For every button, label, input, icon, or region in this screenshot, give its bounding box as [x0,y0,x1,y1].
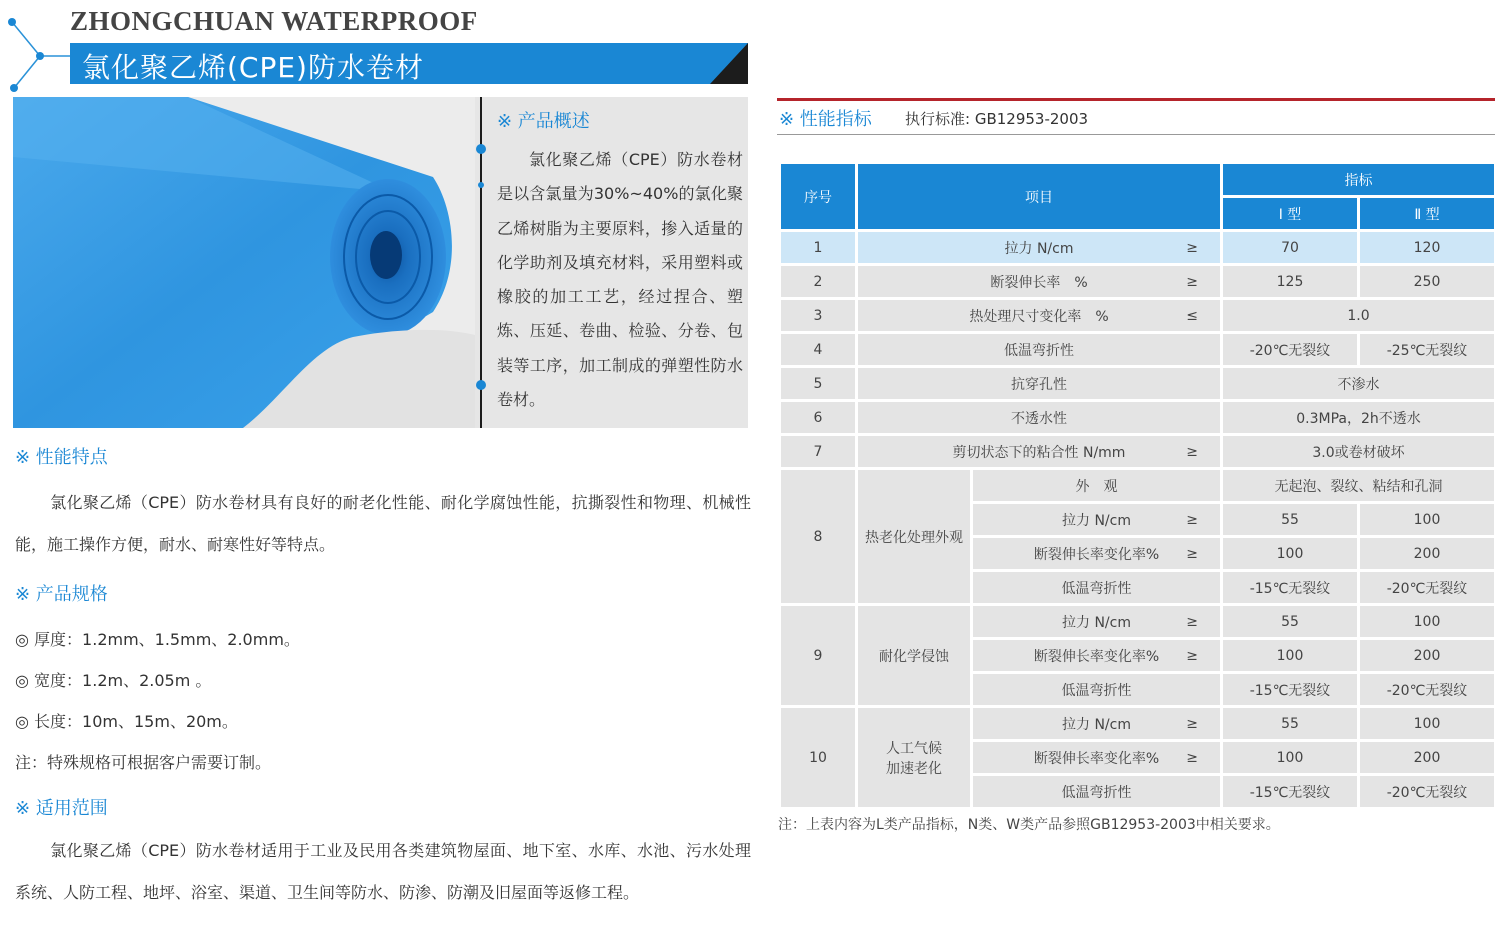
row-value-type1: 55 [1223,504,1357,535]
connector-decoration [0,0,75,100]
row-symbol: ≥ [1186,749,1198,766]
row-value-type2: 120 [1360,232,1494,263]
group-name-line-2: 加速老化 [886,760,942,777]
header-item: 项目 [858,164,1220,229]
row-value-type1: 70 [1223,232,1357,263]
title-banner [70,43,748,84]
table-row [781,232,1494,263]
row-value-type1: -15℃无裂纹 [1223,572,1357,603]
row-item-label: 断裂伸长率变化率% [1033,648,1160,665]
row-symbol: ≥ [1186,715,1198,732]
group-name [858,708,970,807]
specs-heading: ※ 产品规格 [15,584,108,605]
features-heading: ※ 性能特点 [15,447,108,468]
row-item [973,606,1220,637]
group-no: 9 [781,606,855,705]
row-no: 7 [781,436,855,467]
product-image [13,97,475,428]
timeline-dot [478,182,484,188]
row-item-label: 拉力 N/cm [1004,240,1074,257]
group-name: 耐化学侵蚀 [858,606,970,705]
row-no: 6 [781,402,855,433]
row-item [858,402,1220,433]
timeline-dot [476,144,486,154]
scope-heading: ※ 适用范围 [15,798,108,819]
group-name: 热老化处理外观 [858,470,970,603]
row-item-label: 低温弯折性 [1061,580,1132,597]
row-symbol: ≥ [1186,511,1198,528]
row-value-type1: 125 [1223,266,1357,297]
performance-heading: ※ 性能指标 [779,109,872,130]
table-note: 注：上表内容为L类产品指标，N类、W类产品参照GB12953-2003中相关要求。 [778,817,1280,833]
row-item-label: 断裂伸长率变化率% [1033,750,1160,767]
table-row [781,470,1494,501]
performance-standard: 执行标准: GB12953-2003 [905,110,1089,128]
row-value-type2: 200 [1360,538,1494,569]
row-no: 3 [781,300,855,331]
row-no: 1 [781,232,855,263]
row-item [858,232,1220,263]
row-item [858,266,1220,297]
row-value-type1: 55 [1223,606,1357,637]
row-value-type1: -20℃无裂纹 [1223,334,1357,365]
spec-width: ◎ 宽度：1.2m、2.05m 。 [15,671,212,690]
row-symbol: ≤ [1186,307,1198,324]
row-item-label: 拉力 N/cm [1062,716,1131,733]
spec-length: ◎ 长度：10m、15m、20m。 [15,712,238,731]
specs-note: 注：特殊规格可根据客户需要订制。 [15,753,272,772]
row-item [858,334,1220,365]
table-row [781,606,1494,637]
row-value-type2: 100 [1360,504,1494,535]
timeline-dot [476,380,486,390]
header-index: 指标 [1223,164,1494,195]
row-symbol: ≥ [1186,545,1198,562]
page-title: 氯化聚乙烯(CPE)防水卷材 [82,51,424,84]
row-value-type2: 250 [1360,266,1494,297]
table-row [781,334,1494,365]
scope-text: 氯化聚乙烯（CPE）防水卷材适用于工业及民用各类建筑物屋面、地下室、水库、水池、污水处理系统、人防工程、地坪、浴室、渠道、卫生间等防水、防渗、防潮及旧屋面等返修工程。 [15,841,751,902]
row-item [973,538,1220,569]
row-symbol: ≥ [1186,239,1198,256]
section-divider [777,134,1495,135]
table-header-row [781,164,1494,195]
row-item [973,776,1220,807]
table-row [781,402,1494,433]
row-value-type2: 100 [1360,606,1494,637]
row-value-type2: -20℃无裂纹 [1360,674,1494,705]
row-item [973,674,1220,705]
brand-name: ZHONGCHUAN WATERPROOF [70,6,478,36]
row-value-type1: 100 [1223,538,1357,569]
table-row [781,368,1494,399]
row-item-label: 热处理尺寸变化率 % [969,308,1109,325]
row-value-type1: -15℃无裂纹 [1223,674,1357,705]
row-value-type2: 200 [1360,742,1494,773]
row-item-label: 断裂伸长率变化率% [1033,546,1160,563]
row-item [973,504,1220,535]
row-value-type2: -20℃无裂纹 [1360,776,1494,807]
row-item [973,640,1220,671]
row-item-label: 断裂伸长率 % [990,274,1088,291]
row-value-merged: 不渗水 [1223,368,1494,399]
row-value-merged: 1.0 [1223,300,1494,331]
row-no: 4 [781,334,855,365]
row-item [973,708,1220,739]
row-no: 2 [781,266,855,297]
group-name-line-1: 人工气候 [886,740,942,757]
row-symbol: ≥ [1186,647,1198,664]
row-item-label: 低温弯折性 [1061,682,1132,699]
row-symbol: ≥ [1186,443,1198,460]
table-row [781,300,1494,331]
section-rule [777,98,1495,101]
group-no: 10 [781,708,855,807]
row-value-type2: 100 [1360,708,1494,739]
header-type-2: Ⅱ 型 [1360,198,1494,229]
header-no: 序号 [781,164,855,229]
row-item [973,572,1220,603]
overview-heading: ※ 产品概述 [497,111,590,132]
row-value-type1: -15℃无裂纹 [1223,776,1357,807]
performance-table [778,161,1497,810]
row-symbol: ≥ [1186,613,1198,630]
row-value-merged: 3.0或卷材破坏 [1223,436,1494,467]
features-text: 氯化聚乙烯（CPE）防水卷材具有良好的耐老化性能、耐化学腐蚀性能，抗撕裂性和物理、机械性能，施工操作方便，耐水、耐寒性好等特点。 [15,493,751,554]
row-item-label: 拉力 N/cm [1062,614,1131,631]
row-item [973,470,1220,501]
row-item [973,742,1220,773]
header-type-1: Ⅰ 型 [1223,198,1357,229]
row-item-label: 不透水性 [1011,410,1067,427]
row-item-label: 低温弯折性 [1061,784,1132,801]
overview-panel [475,97,748,428]
spec-thickness: ◎ 厚度：1.2mm、1.5mm、2.0mm。 [15,630,300,649]
row-item [858,368,1220,399]
row-item-label: 外 观 [1075,478,1118,495]
row-value-type2: 200 [1360,640,1494,671]
row-item-label: 抗穿孔性 [1011,376,1067,393]
row-value-type1: 100 [1223,640,1357,671]
membrane-roll-illustration [13,97,475,428]
row-value-type2: -25℃无裂纹 [1360,334,1494,365]
table-row [781,708,1494,739]
row-value-merged: 无起泡、裂纹、粘结和孔洞 [1223,470,1494,501]
banner-corner [710,43,748,84]
row-item [858,300,1220,331]
row-symbol: ≥ [1186,273,1198,290]
row-item-label: 剪切状态下的粘合性 N/mm [952,444,1126,461]
table-row [781,436,1494,467]
row-item-label: 低温弯折性 [1004,342,1074,359]
row-value-type1: 100 [1223,742,1357,773]
row-item-label: 拉力 N/cm [1062,512,1131,529]
row-item [858,436,1220,467]
group-no: 8 [781,470,855,603]
row-value-merged: 0.3MPa，2h不透水 [1223,402,1494,433]
row-value-type1: 55 [1223,708,1357,739]
table-row [781,266,1494,297]
row-value-type2: -20℃无裂纹 [1360,572,1494,603]
overview-text: 氯化聚乙烯（CPE）防水卷材是以含氯量为30%~40%的氯化聚乙烯树脂为主要原料，掺入适量的化学助剂及填充材料，采用塑料或橡胶的加工工艺，经过捏合、塑炼、压延、卷曲、检验、分卷、包装等工序，加工制成的弹塑性防水卷材。 [497,150,743,410]
row-no: 5 [781,368,855,399]
